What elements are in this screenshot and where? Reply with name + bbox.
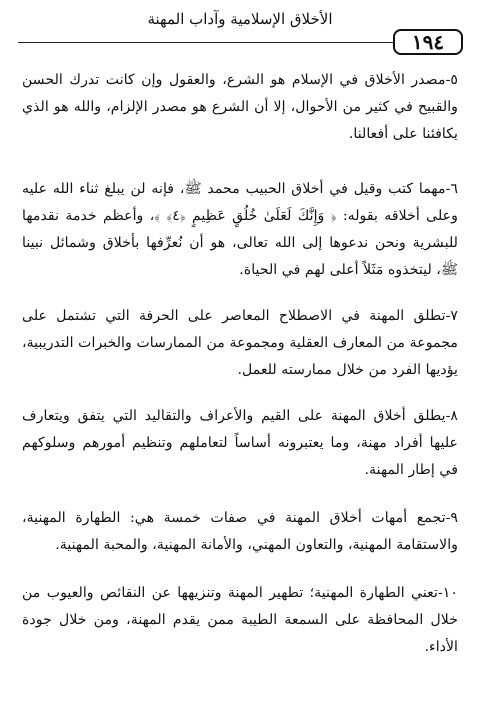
page-number: ١٩٤ bbox=[393, 29, 463, 55]
running-title: الأخلاق الإسلامية وآداب المهنة bbox=[147, 10, 333, 28]
paragraph-5: ٥-مصدر الأخلاق في الإسلام هو الشرع، والعقول وإن كانت تدرك الحسن والقبيح في كثير من الأحوال، إلا أن الشرع هو مصدر الإلزام، والله هو الذي يكافئنا على أفعالنا. bbox=[22, 72, 458, 142]
paragraph-6: ٦-مهما كتب وقيل في أخلاق الحبيب محمد ﷺ، فإنه لن يبلغ ثناء الله عليه وعلى أخلاقه بقوله: ﴿ وَإِنَّكَ لَعَلَىٰ خُلُقٍ عَظِيمٍ ﴿٤﴾ ﴾، وأعظم خدمة نقدمها للبشرية ونحن ندعوها إلى الله تعالى، هو أن نُعرِّفها بأخلاق وشمائل نبينا ﷺ، ليتخذوه مَثَلاً أعلى لهم في الحياة. bbox=[22, 181, 458, 278]
paragraph-7: ٧-تطلق المهنة في الاصطلاح المعاصر على الحرفة التي تشتمل على مجموعة من المعارف العقلية ومجموعة من الممارسات والخبرات التدريبية، يؤديها الفرد من خلال ممارسته للعمل. bbox=[22, 308, 458, 378]
paragraph-10: ١٠-تعني الطهارة المهنية؛ تطهير المهنة وتنزيهها عن النقائص والعيوب من خلال المحافظة على السمعة الطيبة ممن يقدم المهنة، ومن خلال جودة الأداء. bbox=[22, 585, 458, 655]
paragraph-8: ٨-يطلق أخلاق المهنة على القيم والأعراف والتقاليد التي يتفق ويتعارف عليها أفراد مهنة، وما يعتبرونه أساساً لتعاملهم وتنظيم أمورهم وسلوكهم في إطار المهنة. bbox=[22, 408, 458, 478]
header-rule bbox=[18, 42, 393, 43]
paragraph-9: ٩-تجمع أمهات أخلاق المهنة في صفات خمسة هي: الطهارة المهنية، والاستقامة المهنية، والتعاون المهني، والأمانة المهنية، والمحبة المهنية. bbox=[22, 510, 458, 553]
